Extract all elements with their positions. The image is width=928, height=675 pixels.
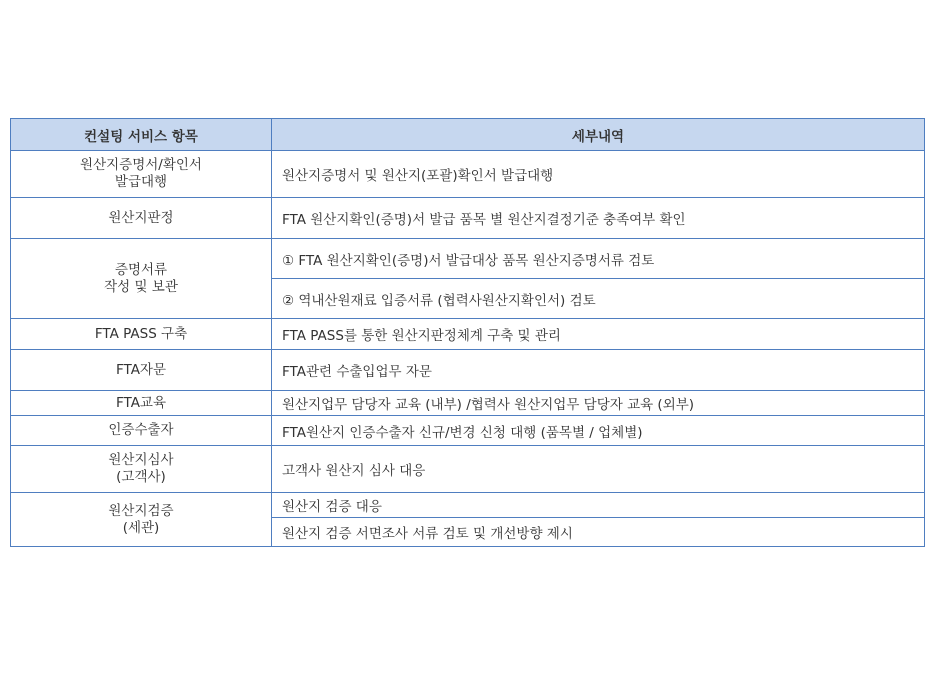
service-item-cell: FTA교육 xyxy=(11,391,272,416)
table-row xyxy=(11,198,925,239)
table-row xyxy=(11,239,925,279)
service-item-label: 원산지증명서/확인서 xyxy=(80,157,202,173)
detail-cell: 원산지 검증 서면조사 서류 검토 및 개선방향 제시 xyxy=(272,518,925,547)
service-item-cell: 원산지판정 xyxy=(11,198,272,239)
detail-cell: FTA 원산지확인(증명)서 발급 품목 별 원산지결정기준 충족여부 확인 xyxy=(272,198,925,239)
detail-cell: FTA원산지 인증수출자 신규/변경 신청 대행 (품목별 / 업체별) xyxy=(272,416,925,446)
service-item-cell: FTA자문 xyxy=(11,350,272,391)
detail-cell: 고객사 원산지 심사 대응 xyxy=(272,446,925,493)
service-item-cell xyxy=(11,446,272,493)
detail-cell: 원산지업무 담당자 교육 (내부) /협력사 원산지업무 담당자 교육 (외부) xyxy=(272,391,925,416)
detail-cell: FTA PASS를 통한 원산지판정체계 구축 및 관리 xyxy=(272,319,925,350)
table-header-row xyxy=(11,119,925,151)
service-item-label: (세관) xyxy=(122,519,160,536)
detail-cell: ① FTA 원산지확인(증명)서 발급대상 품목 원산지증명서류 검토 xyxy=(272,239,925,279)
detail-cell: ② 역내산원재료 입증서류 (협력사원산지확인서) 검토 xyxy=(272,279,925,319)
service-item-label: 원산지심사 xyxy=(108,452,174,468)
service-item-cell xyxy=(11,151,272,198)
service-item-cell xyxy=(11,493,272,547)
header-details: 세부내역 xyxy=(272,119,925,151)
detail-cell: 원산지 검증 대응 xyxy=(272,493,925,518)
table-row xyxy=(11,319,925,350)
service-item-label: 증명서류 xyxy=(114,261,168,278)
header-service-item: 컨설팅 서비스 항목 xyxy=(11,119,272,151)
table-row xyxy=(11,391,925,416)
table-row xyxy=(11,350,925,391)
table-row xyxy=(11,493,925,518)
service-item-label: 원산지검증 xyxy=(108,502,174,519)
service-item-cell: 인증수출자 xyxy=(11,416,272,446)
table-row xyxy=(11,446,925,493)
service-item-cell xyxy=(11,239,272,319)
service-item-label: 작성 및 보관 xyxy=(104,278,178,295)
detail-cell: 원산지증명서 및 원산지(포괄)확인서 발급대행 xyxy=(272,151,925,198)
service-item-label: (고객사) xyxy=(116,469,166,485)
detail-cell: FTA관련 수출입업무 자문 xyxy=(272,350,925,391)
service-item-label: 발급대행 xyxy=(114,174,168,190)
table-row xyxy=(11,416,925,446)
service-item-cell: FTA PASS 구축 xyxy=(11,319,272,350)
consulting-service-table xyxy=(10,118,925,547)
table-row xyxy=(11,151,925,198)
